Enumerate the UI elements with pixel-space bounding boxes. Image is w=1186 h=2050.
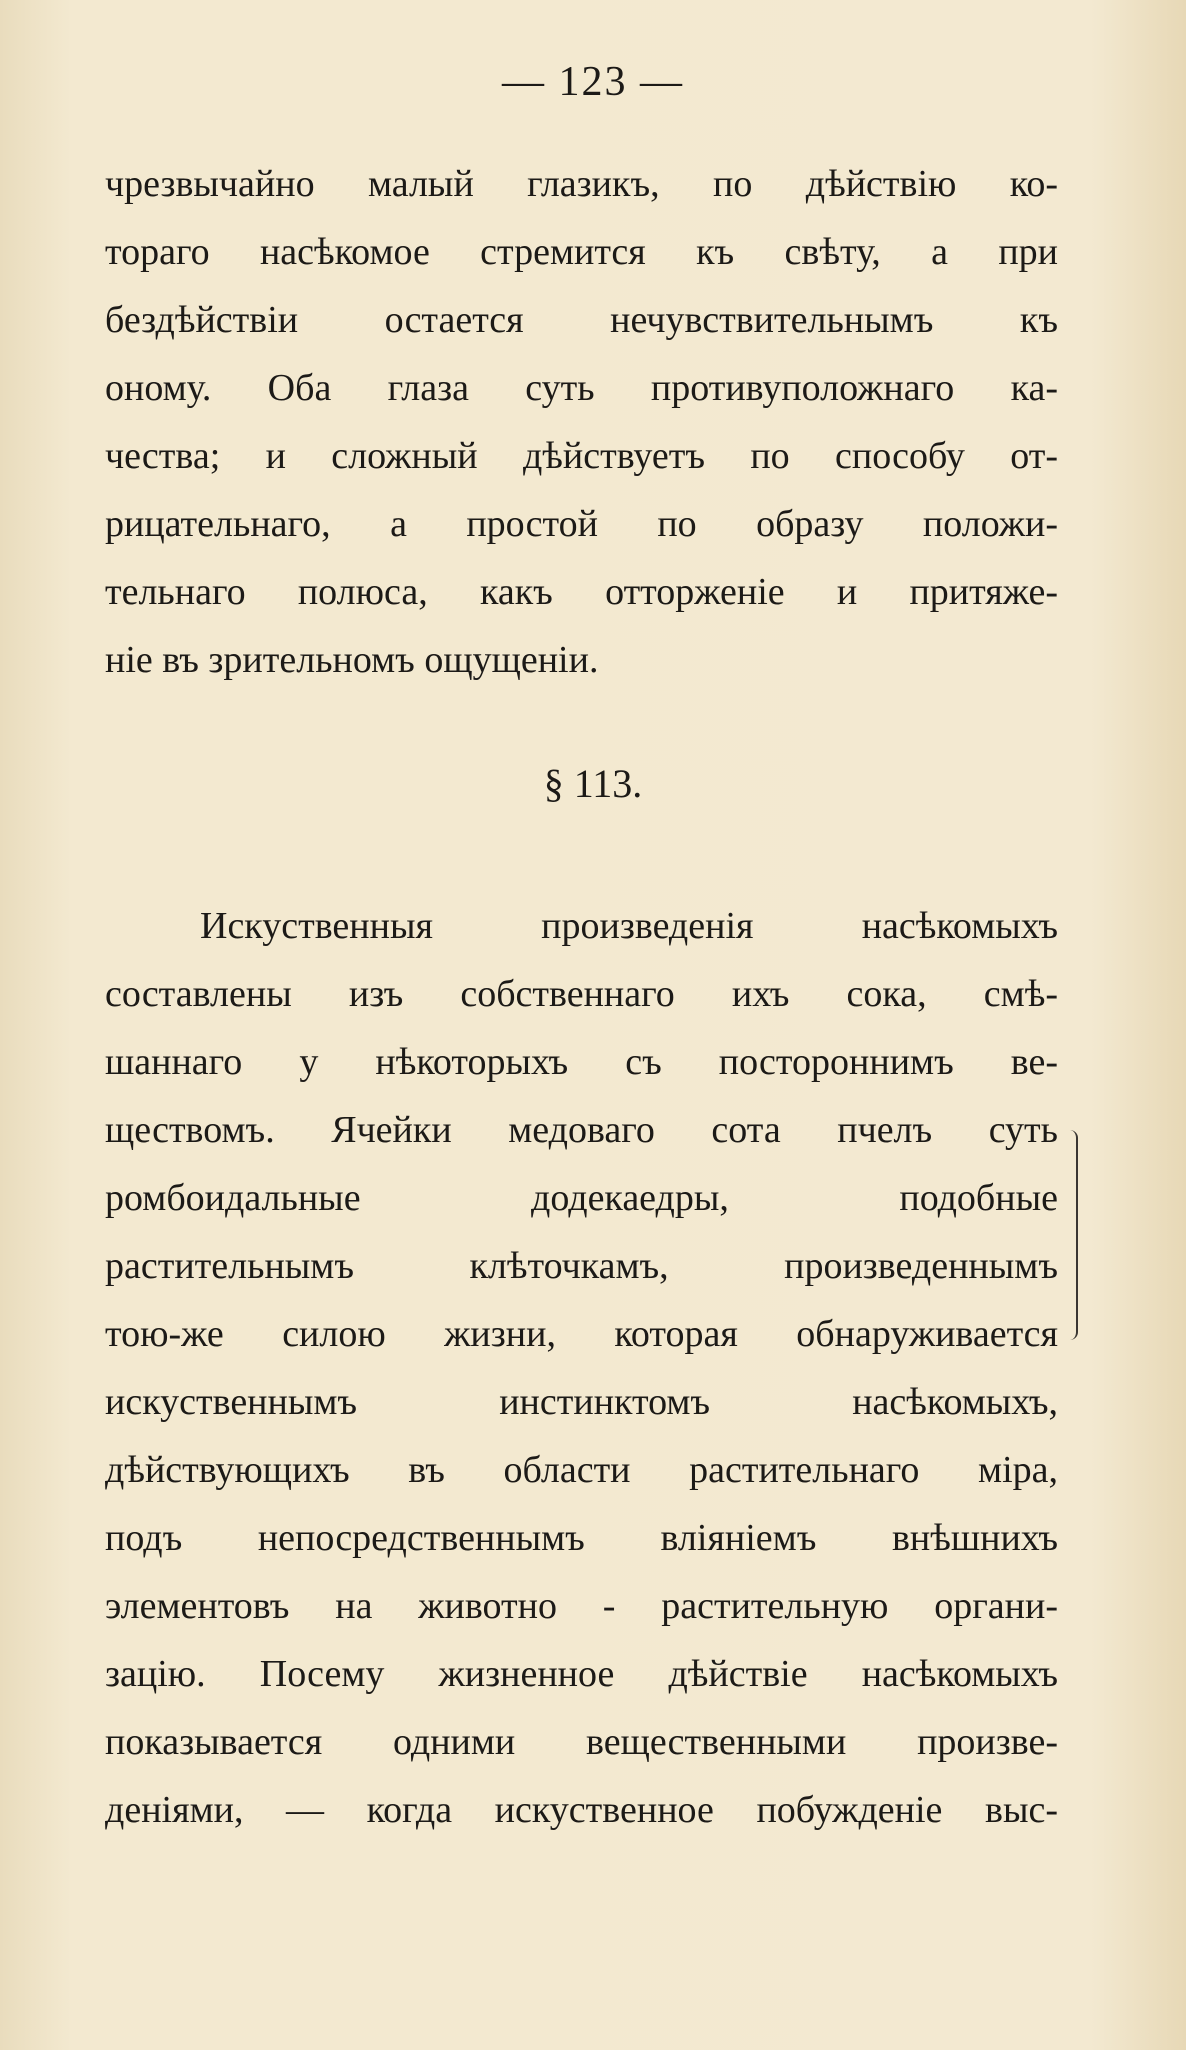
text-line: деніями, — когда искуственное побужденіе выс- <box>105 1789 1058 1831</box>
text-line: зацію. Посему жизненное дѣйствіе насѣкомыхъ <box>105 1653 1058 1695</box>
text-line: чрезвычайно малый глазикъ, по дѣйствію ко- <box>105 163 1058 205</box>
text-line: составлены изъ собственнаго ихъ сока, смѣ- <box>105 973 1058 1015</box>
margin-bracket-mark <box>1070 1130 1078 1340</box>
text-line: шаннаго у нѣкоторыхъ съ постороннимъ ве- <box>105 1041 1058 1083</box>
text-line: ніе въ зрительномъ ощущеніи. <box>105 639 599 681</box>
text-line: тельнаго полюса, какъ отторженіе и притяже- <box>105 571 1058 613</box>
text-line: рицательнаго, а простой по образу положи- <box>105 503 1058 545</box>
text-line: тораго насѣкомое стремится къ свѣту, а при <box>105 231 1058 273</box>
text-line: тою-же силою жизни, которая обнаруживается <box>105 1313 1058 1355</box>
text-line: Искуственныя произведенія насѣкомыхъ <box>200 905 1058 947</box>
text-line: ществомъ. Ячейки медоваго сота пчелъ суть <box>105 1109 1058 1151</box>
paragraph-2 <box>105 892 1058 1844</box>
text-line: растительнымъ клѣточкамъ, произведеннымъ <box>105 1245 1058 1287</box>
text-line: ромбоидальные додекаедры, подобные <box>105 1177 1058 1219</box>
section-heading: § 113. <box>543 761 643 806</box>
text-line: бездѣйствіи остается нечувствительнымъ къ <box>105 299 1058 341</box>
text-line: оному. Оба глаза суть противуположнаго ка- <box>105 367 1058 409</box>
text-line: дѣйствующихъ въ области растительнаго міра, <box>105 1449 1058 1491</box>
paragraph-1 <box>105 150 1058 694</box>
text-line: показывается одними вещественными произве- <box>105 1721 1058 1763</box>
text-line: искуственнымъ инстинктомъ насѣкомыхъ, <box>105 1381 1058 1423</box>
text-line: элементовъ на животно - растительную органи- <box>105 1585 1058 1627</box>
text-line: подъ непосредственнымъ вліяніемъ внѣшнихъ <box>105 1517 1058 1559</box>
page-number: — 123 — <box>502 59 684 105</box>
text-line: чества; и сложный дѣйствуетъ по способу от- <box>105 435 1058 477</box>
